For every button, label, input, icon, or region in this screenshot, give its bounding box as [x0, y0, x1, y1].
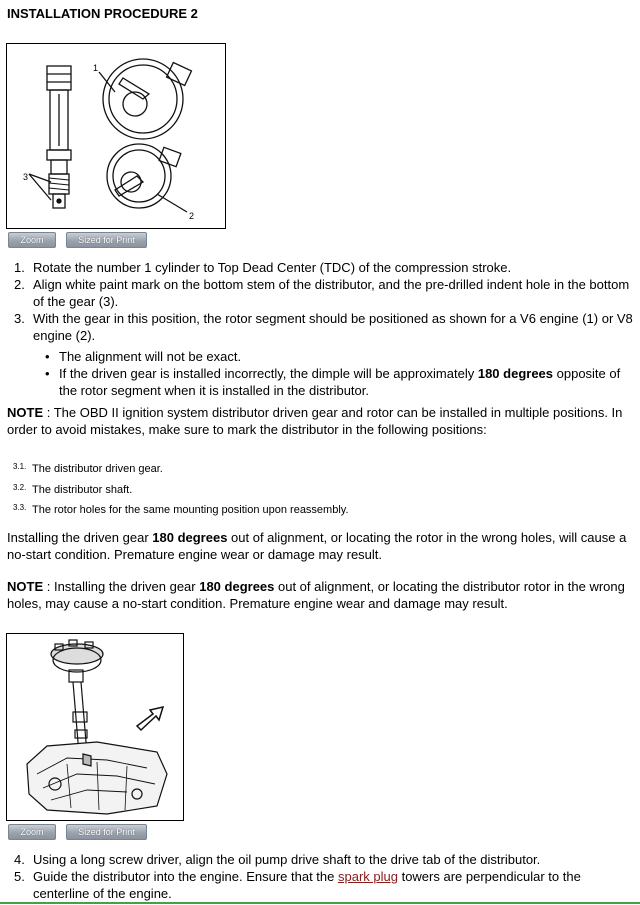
distributor-install-figure — [6, 633, 184, 821]
bullet-icon: • — [45, 349, 50, 364]
step-item: 1. Rotate the number 1 cylinder to Top Dead Center (TDC) of the compression stroke. — [14, 260, 512, 275]
page-title: INSTALLATION PROCEDURE 2 — [7, 6, 198, 21]
substep-item: 3.2. The distributor shaft. — [13, 483, 133, 496]
callout-2: 2 — [189, 211, 195, 221]
bullet-item: • If the driven gear is installed incorrectly, the dimple will be approximately 180 degrees opposite of the rotor segment when it is installed in the distributor. — [45, 366, 621, 398]
warning-paragraph: Installing the driven gear 180 degrees out of alignment, or locating the rotor in the wrong holes, will cause a no-start condition. Premature engine wear or damage may result. — [7, 530, 627, 562]
procedure-steps — [14, 259, 633, 344]
distributor-gear-figure — [6, 43, 226, 229]
sized-for-print-button[interactable]: Sized for Print — [66, 232, 147, 248]
zoom-button[interactable]: Zoom — [8, 232, 56, 248]
zoom-button[interactable]: Zoom — [8, 824, 56, 840]
step-item: 3. With the gear in this position, the rotor segment should be positioned as shown for a V6 engine (1) or V8 engine (2). — [14, 311, 633, 343]
substep-item: 3.3. The rotor holes for the same mounting position upon reassembly. — [13, 503, 349, 516]
bullet-icon: • — [45, 366, 50, 381]
procedure-steps — [14, 851, 633, 902]
alignment-notes — [45, 348, 629, 399]
callout-3: 3 — [23, 172, 29, 182]
sized-for-print-button[interactable]: Sized for Print — [66, 824, 147, 840]
bullet-item: • The alignment will not be exact. — [45, 349, 242, 364]
spark-plug-link[interactable]: spark plug — [337, 869, 398, 884]
step-item: 5. Guide the distributor into the engine. Ensure that the spark plug towers are perpendicular to the centerline of the engine. — [14, 869, 581, 901]
engine-distributor-illustration — [7, 634, 183, 820]
note-paragraph: NOTE : Installing the driven gear 180 degrees out of alignment, or locating the distributor rotor in the wrong holes, may cause a no-start condition. Premature engine wear and damage may result. — [7, 579, 625, 611]
distributor-gear-illustration — [7, 44, 225, 228]
step-item: 4. Using a long screw driver, align the oil pump drive shaft to the drive tab of the distributor. — [14, 852, 541, 867]
substep-item: 3.1. The distributor driven gear. — [13, 462, 163, 475]
step-item: 2. Align white paint mark on the bottom stem of the distributor, and the pre-drilled indent hole in the bottom of the gear (3). — [14, 277, 630, 309]
footer-divider — [0, 902, 640, 904]
callout-1: 1 — [93, 63, 99, 73]
note-paragraph: NOTE : The OBD II ignition system distributor driven gear and rotor can be installed in multiple positions. In order to avoid mistakes, make sure to mark the distributor in the following positions: — [7, 405, 623, 437]
